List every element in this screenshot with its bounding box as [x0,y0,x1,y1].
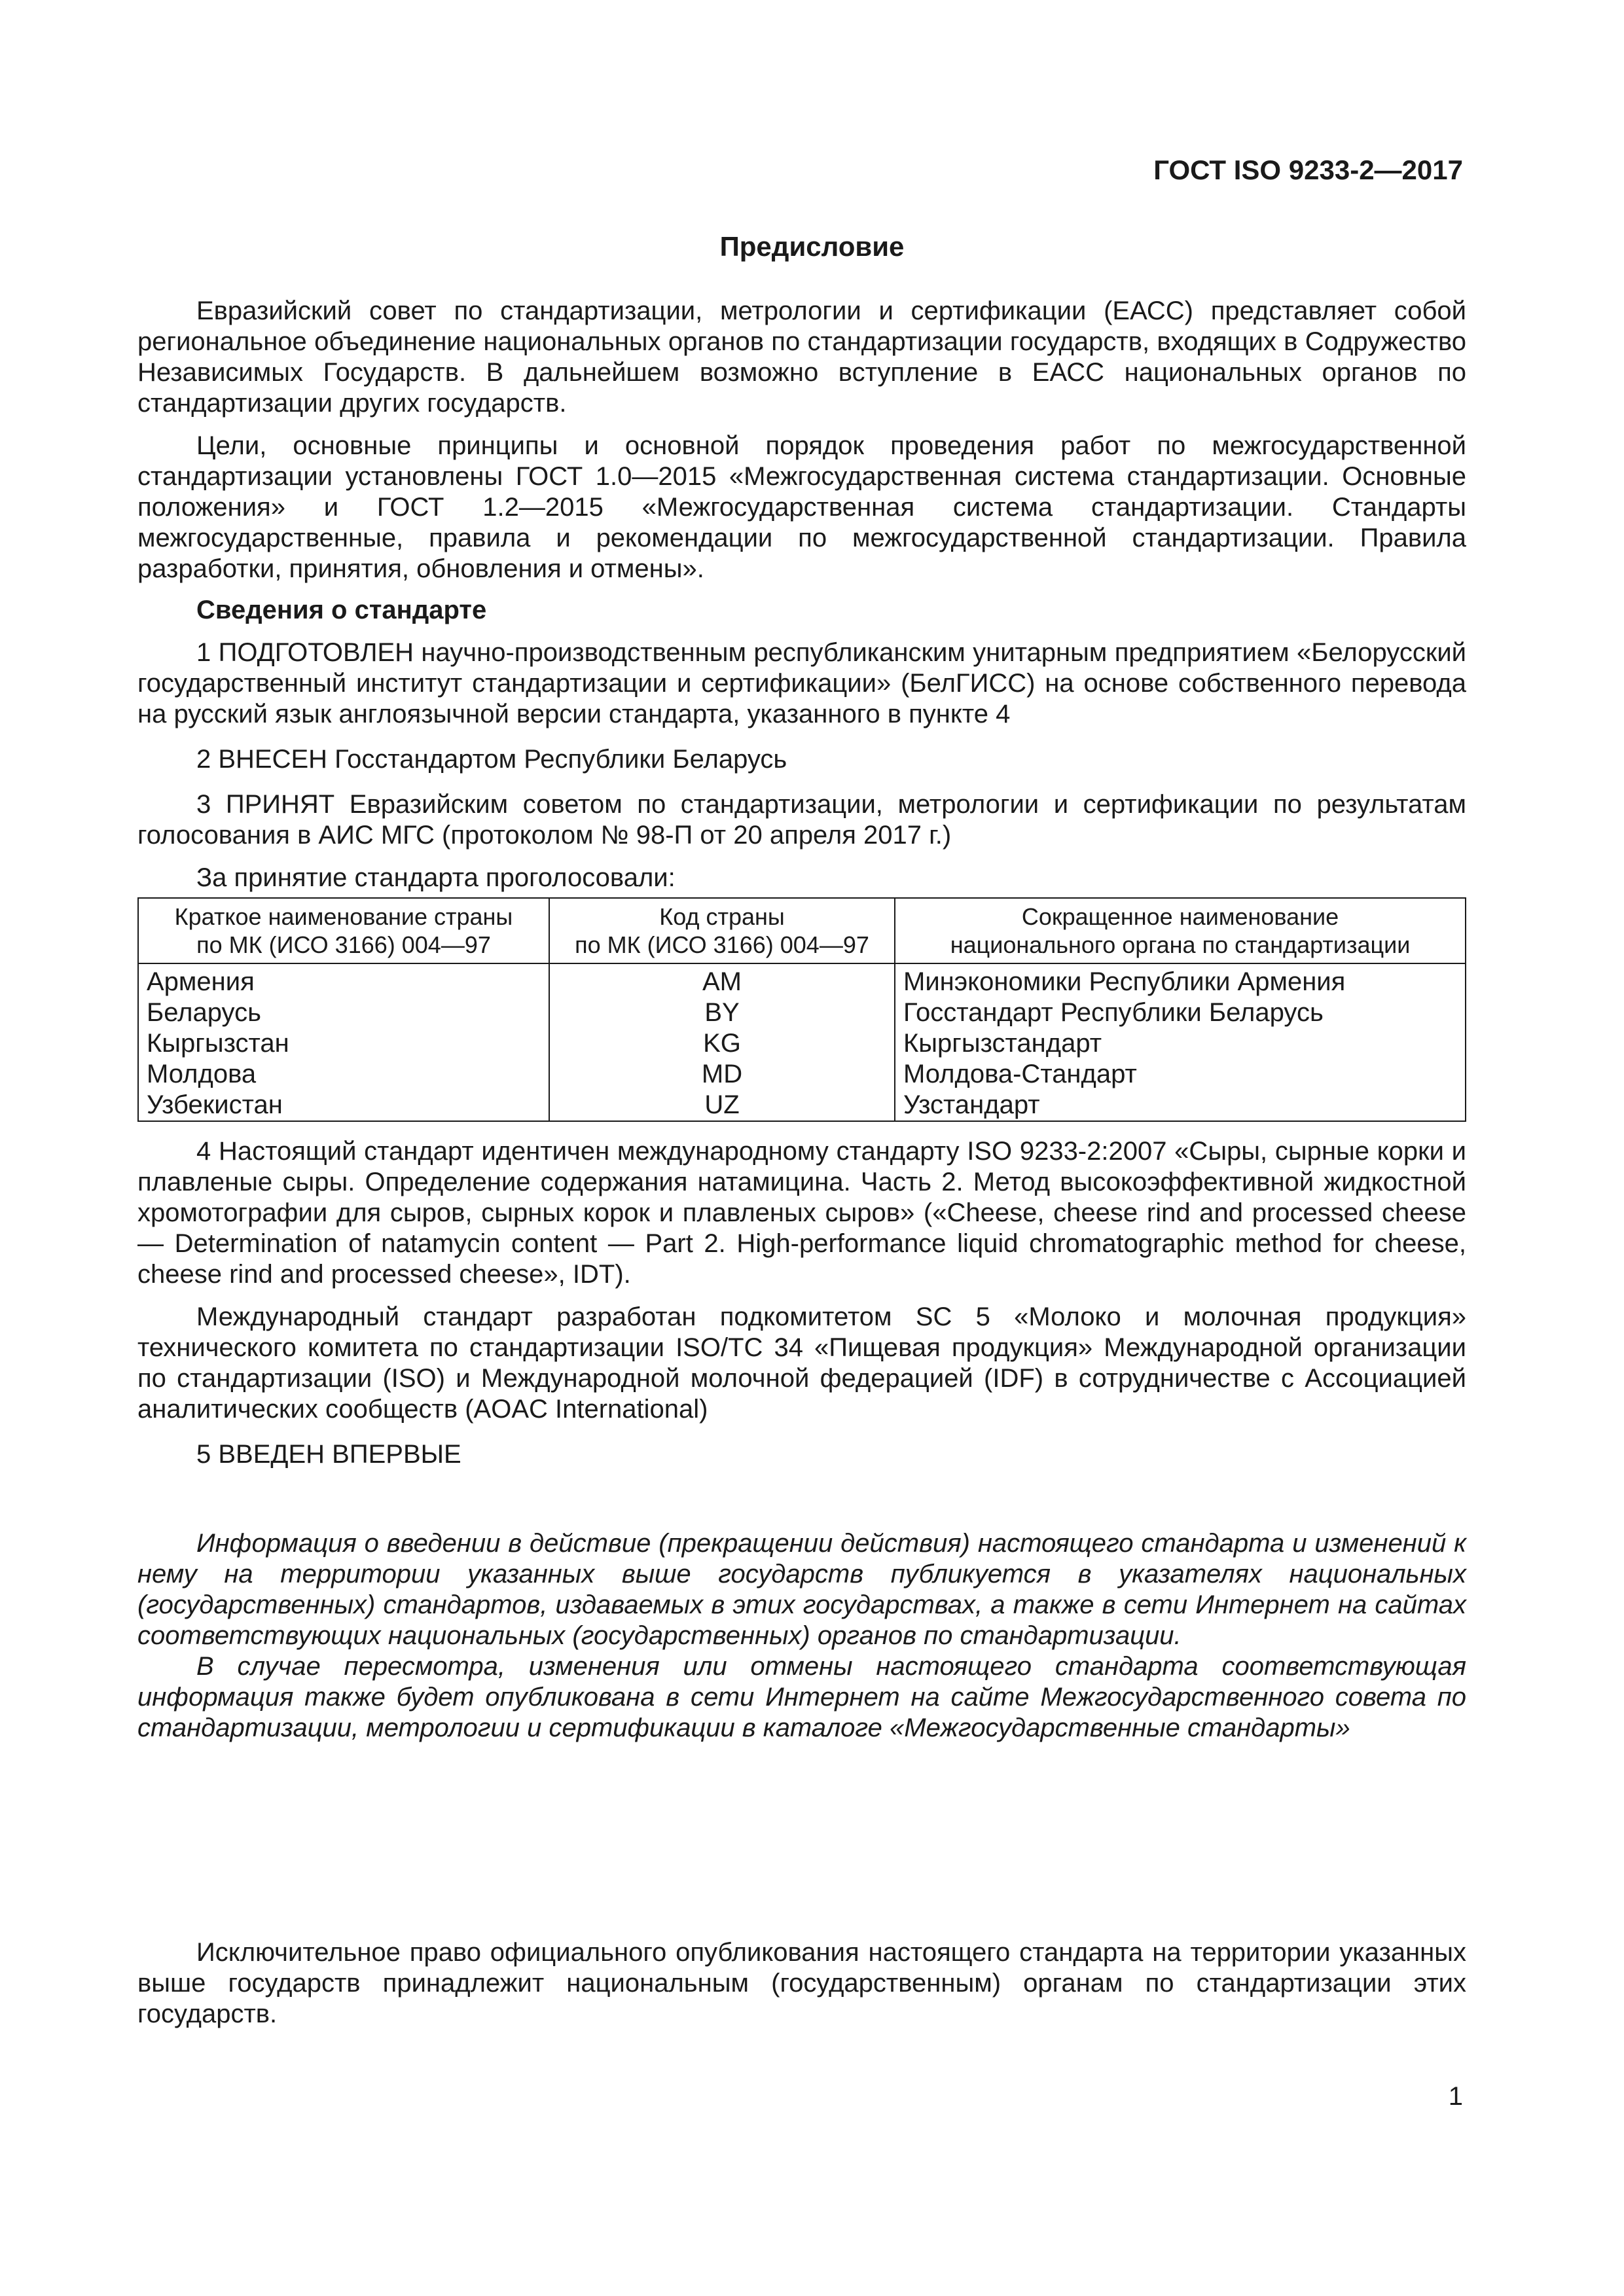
item-3-adopted: 3 ПРИНЯТ Евразийским советом по стандартизации, метрологии и сертификации по результатам голосования в АИС МГС (протоколом № 98-П от 20 апреля 2017 г.) [137,790,1466,850]
item-2-submitted: 2 ВНЕСЕН Госстандартом Республики Беларусь [196,745,787,774]
italic-info-paragraph-1: Информация о введении в действие (прекращении действия) настоящего стандарта и изменений к нему на территории указанных выше государств публикуется в указателях национальных (государственных) стандартов, издаваемых в этих государствах, а также в сети Интернет на сайтах соответствующих национальных (государственных) органов по стандартизации. [137,1529,1466,1650]
table-row [138,963,1466,997]
table-header-row [138,898,1466,963]
country-cell: Беларусь [138,997,549,1028]
rights-paragraph: Исключительное право официального опубликования настоящего стандарта на территории указанных выше государств принадлежит национальным (государственным) органам по стандартизации этих государств. [137,1938,1466,2028]
item-1-prepared: 1 ПОДГОТОВЛЕН научно-производственным республиканским унитарным предприятием «Белорусский государственный институт стандартизации и сертификации» (БелГИСС) на основе собственного перевода на русский язык англоязычной версии стандарта, указанного в пункте 4 [137,638,1466,728]
body-cell: Минэкономики Республики Армения [895,963,1466,997]
item-5-introduced: 5 ВВЕДЕН ВПЕРВЫЕ [196,1440,461,1469]
code-cell: MD [549,1059,895,1090]
body-cell: Узстандарт [895,1090,1466,1121]
vote-intro: За принятие стандарта проголосовали: [196,863,676,892]
code-cell: AM [549,963,895,997]
header-code [549,898,895,963]
foreword-section [137,296,1466,1470]
header-country [138,898,549,963]
standard-info-heading: Сведения о стандарте [196,596,487,624]
header-body-line2: национального органа по стандартизации [950,931,1411,958]
header-code-line1: Код страны [659,903,785,930]
item-4-identical: 4 Настоящий стандарт идентичен международному стандарту ISO 9233-2:2007 «Сыры, сырные корки и плавленые сыры. Определение содержания натамицина. Часть 2. Метод высокоэффективной жидкостной хромотографии для сыров, сырных корок и плавленых сыров» («Cheese, cheese rind and processed cheese — Determination of natamycin content — Part 2. High-performance liquid chromatographic method for cheese, cheese rind and processed cheese», IDT). [137,1137,1466,1289]
intro-paragraph-1: Евразийский совет по стандартизации, метрологии и сертификации (ЕАСС) представляет собой региональное объединение национальных органов по стандартизации государств, входящих в Содружество Независимых Государств. В дальнейшем возможно вступление в ЕАСС национальных органов по стандартизации других государств. [137,296,1466,418]
country-cell: Молдова [138,1059,549,1090]
code-cell: KG [549,1028,895,1059]
body-cell: Молдова-Стандарт [895,1059,1466,1090]
table-row [138,1059,1466,1090]
page-number: 1 [1448,2082,1463,2111]
document-code: ГОСТ ISO 9233-2—2017 [1153,154,1463,185]
country-cell: Армения [138,963,549,997]
rights-block [137,1937,1466,2030]
country-cell: Узбекистан [138,1090,549,1121]
table-row [138,1028,1466,1059]
header-body-line1: Сокращенное наименование [1021,903,1339,930]
body-cell: Кыргызстандарт [895,1028,1466,1059]
italic-info-block [137,1528,1466,1744]
code-cell: BY [549,997,895,1028]
table-row [138,1090,1466,1121]
voting-countries-table [137,897,1466,1122]
page-title: Предисловие [719,231,905,262]
body-cell: Госстандарт Республики Беларусь [895,997,1466,1028]
italic-info-paragraph-2: В случае пересмотра, изменения или отмены настоящего стандарта соответствующая информация также будет опубликована в сети Интернет на сайте Межгосударственного совета по стандартизации, метрологии и сертификации в каталоге «Межгосударственные стандарты» [137,1652,1466,1742]
header-code-line2: по МК (ИСО 3166) 004—97 [575,931,869,958]
header-body [895,898,1466,963]
item-4-note: Международный стандарт разработан подкомитетом SC 5 «Молоко и молочная продукция» технического комитета по стандартизации ISO/TC 34 «Пищевая продукция» Международной организации по стандартизации (ISO) и Международной молочной федерацией (IDF) в сотрудничестве с Ассоциацией аналитических сообществ (AOAC International) [137,1302,1466,1424]
header-country-line2: по МК (ИСО 3166) 004—97 [196,931,491,958]
country-cell: Кыргызстан [138,1028,549,1059]
header-country-line1: Краткое наименование страны [174,903,513,930]
code-cell: UZ [549,1090,895,1121]
table-row [138,997,1466,1028]
intro-paragraph-2: Цели, основные принципы и основной порядок проведения работ по межгосударственной стандартизации установлены ГОСТ 1.0—2015 «Межгосударственная система стандартизации. Основные положения» и ГОСТ 1.2—2015 «Межгосударственная система стандартизации. Стандарты межгосударственные, правила и рекомендации по межгосударственной стандартизации. Правила разработки, принятия, обновления и отмены». [137,431,1466,583]
